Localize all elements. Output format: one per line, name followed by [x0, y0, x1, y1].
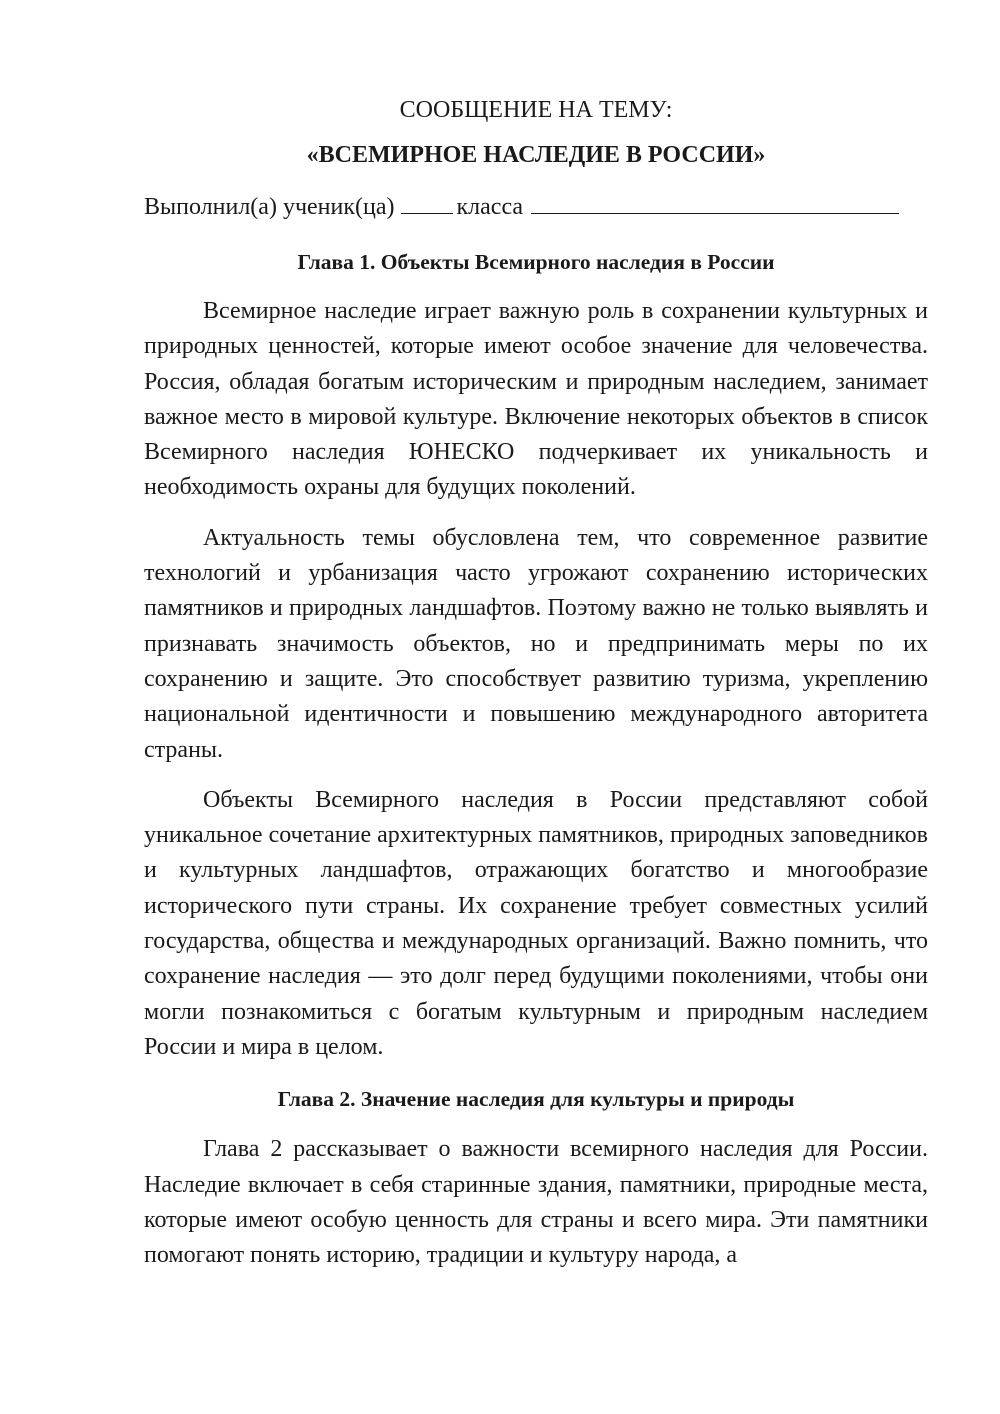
document-page: [144, 92, 928, 1273]
author-prefix: Выполнил(а) ученик(ца): [144, 194, 395, 220]
author-line: [144, 189, 928, 225]
chapter-2-heading: Глава 2. Значение наследия для культуры и природы: [277, 1087, 795, 1112]
document-title-topic: «ВСЕМИРНОЕ НАСЛЕДИЕ В РОССИИ»: [306, 142, 766, 168]
class-word: класса: [456, 194, 524, 220]
class-name-blank-field[interactable]: [531, 189, 899, 214]
chapter-1-paragraph-1: Всемирное наследие играет важную роль в сохранении культурных и природных ценностей, которые имеют особое значение для человечества. Россия, обладая богатым историческим и природным наследием, занимает важное место в мировой культуре. Включение некоторых объектов в список Всемирного наследия ЮНЕСКО подчеркивает их уникальность и необходимость охраны для будущих поколений.: [144, 298, 928, 501]
chapter-1-paragraph-2: Актуальность темы обусловлена тем, что современное развитие технологий и урбанизация часто угрожают сохранению исторических памятников и природных ландшафтов. Поэтому важно не только выявлять и признавать значимость объектов, но и предпринимать меры по их сохранению и защите. Это способствует развитию туризма, укреплению национальной идентичности и повышению международного авторитета страны.: [144, 524, 928, 763]
document-title-line-1: СООБЩЕНИЕ НА ТЕМУ:: [399, 97, 673, 123]
chapter-2-paragraph-1: Глава 2 рассказывает о важности всемирного наследия для России. Наследие включает в себя старинные здания, памятники, природные места, которые имеют особую ценность для страны и всего мира. Эти памятники помогают понять историю, традиции и культуру народа, а: [144, 1136, 928, 1269]
chapter-1-heading: Глава 1. Объекты Всемирного наследия в России: [297, 250, 775, 274]
grade-blank-field[interactable]: [401, 189, 453, 214]
chapter-1-paragraph-3: Объекты Всемирного наследия в России представляют собой уникальное сочетание архитектурных памятников, природных заповедников и культурных ландшафтов, отражающих богатство и многообразие исторического пути страны. Их сохранение требует совместных усилий государства, общества и международных организаций. Важно помнить, что сохранение наследия — это долг перед будущими поколениями, чтобы они могли познакомиться с богатым культурным и природным наследием России и мира в целом.: [144, 786, 928, 1060]
